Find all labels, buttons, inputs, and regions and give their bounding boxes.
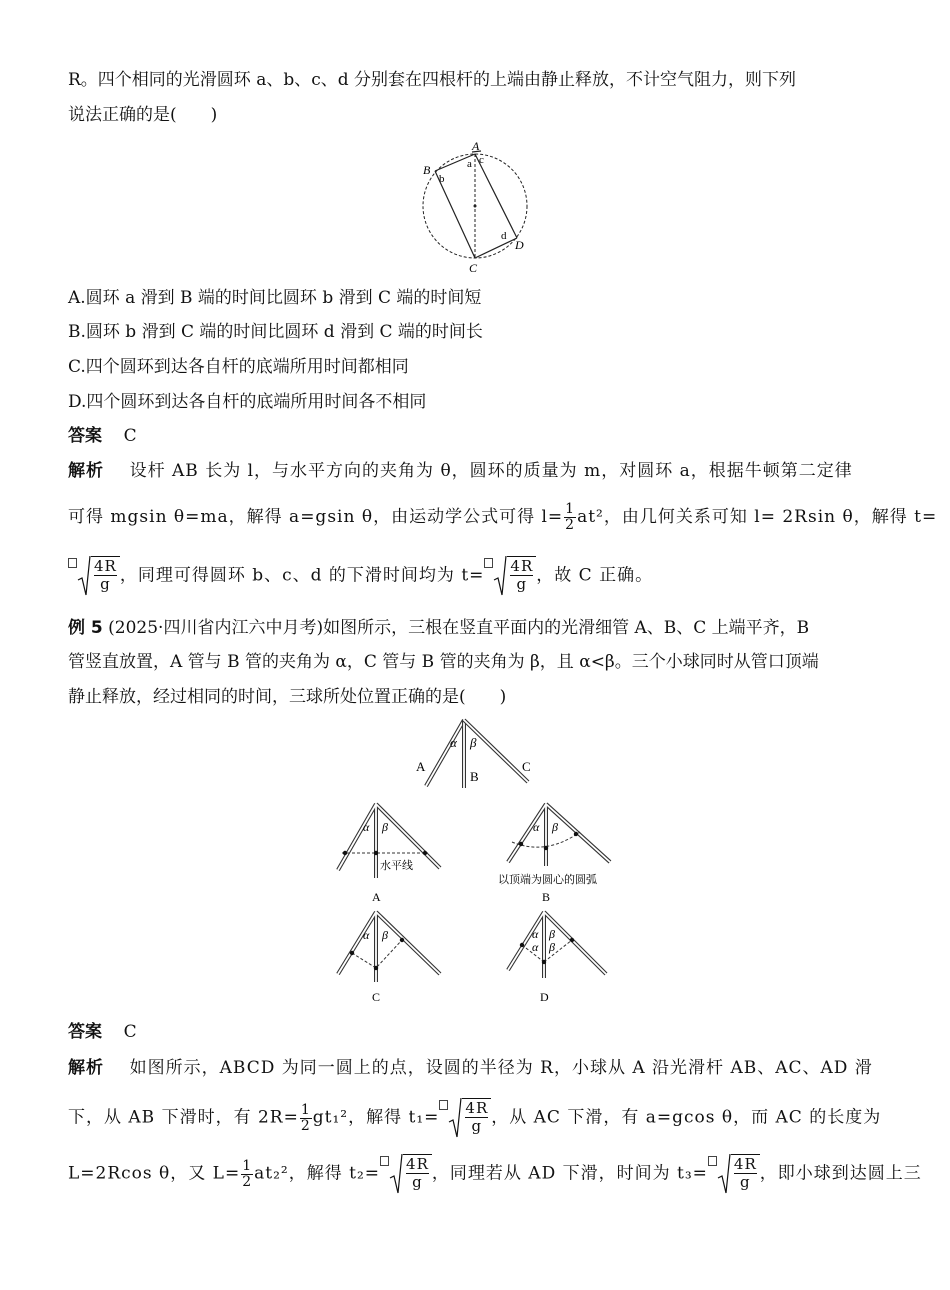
q4-option-D: D.四个圆环到达各自杆的底端所用时间各不相同 — [68, 392, 427, 412]
svg-text:α: α — [363, 928, 370, 942]
svg-text:α: α — [363, 820, 370, 834]
q4-analysis-text2a: 可得 mgsin θ=ma，解得 a=gsin θ，由运动学公式可得 l= — [68, 507, 564, 527]
q5-option-C-figure — [330, 908, 448, 1008]
svg-text:α: α — [533, 820, 540, 834]
q5-analysis-label: 解析 — [68, 1058, 104, 1078]
q4-label-B: B — [423, 163, 431, 177]
q4-analysis-line2 — [68, 502, 937, 533]
q5-analysis-line3: L=2Rcos θ，又 L= $\frac{1}{2}$ at₂²，解得 t₂= $\frac{4R}{g}$ ，同理若从 AD 下滑，时间为 t₃= $\frac{4R}{g}$ ，即小球到达圆上三 — [68, 1154, 922, 1194]
q4-label-c: c — [479, 154, 484, 166]
q4-rod-AD — [475, 154, 517, 238]
q4-sqrt-expr2: $\frac{4R}{g}$ — [493, 556, 536, 596]
q4-analysis-text1: 设杆 AB 长为 l，与水平方向的夹角为 θ，圆环的质量为 m，对圆环 a，根据牛顿第二定律 — [129, 461, 853, 481]
q4-label-A: A — [472, 139, 480, 153]
q4-option-C: C.四个圆环到达各自杆的底端所用时间都相同 — [68, 357, 409, 377]
svg-text:α: α — [532, 940, 539, 954]
q5-sqrt-t1: $\frac{4R}{g}$ — [448, 1098, 491, 1138]
q4-analysis-text3a: ，同理可得圆环 b、c、d 的下滑时间均为 t= — [119, 565, 485, 586]
q5-stem-line2: 管竖直放置，A 管与 B 管的夹角为 α，C 管与 B 管的夹角为 β，且 α<β。三个小球同时从管口顶端 — [68, 652, 819, 672]
q4-stem-line2: 说法正确的是( ) — [68, 105, 218, 125]
q4-label-b: b — [439, 173, 445, 185]
svg-text:α: α — [450, 735, 457, 750]
svg-text:A: A — [372, 890, 381, 904]
q4-circle-figure — [415, 138, 540, 275]
svg-text:α: α — [532, 927, 539, 941]
q4-analysis-line1 — [68, 459, 853, 483]
q4-answer — [68, 424, 137, 448]
q4-analysis-text3b: ，故 C 正确。 — [536, 565, 654, 586]
q5-analysis-line2: 下，从 AB 下滑时，有 2R= $\frac{1}{2}$ gt₁²，解得 t₁= $\frac{4R}{g}$ ，从 AC 下滑，有 a=gcos θ，而 AC 的长度为 — [68, 1098, 881, 1138]
q5-analysis-line1: 解析 如图所示，ABCD 为同一圆上的点，设圆的半径为 R，小球从 A 沿光滑杆 AB、AC、AD 滑 — [68, 1058, 873, 1078]
q5-option-A-caption: 水平线 — [380, 860, 413, 872]
q4-answer-label: 答案 — [68, 426, 102, 446]
q5-answer — [68, 1020, 137, 1044]
q4-analysis-label: 解析 — [68, 461, 104, 481]
q5-sqrt-t3: $\frac{4R}{g}$ — [717, 1154, 760, 1194]
svg-text:C: C — [522, 759, 531, 774]
q4-label-C: C — [469, 261, 478, 275]
svg-text:B: B — [542, 890, 551, 904]
q5-tubes-figure — [412, 716, 542, 792]
svg-text:A: A — [416, 759, 426, 774]
q4-analysis-text2b: at²，由几何关系可知 l= 2Rsin θ，解得 t= — [577, 507, 938, 527]
q4-analysis-line3 — [68, 556, 653, 596]
q5-stem-line1: 例 5 (2025·四川省内江六中月考)如图所示，三根在竖直平面内的光滑细管 A、B、C 上端平齐，B — [68, 618, 810, 638]
svg-text:D: D — [540, 990, 549, 1004]
svg-text:β: β — [382, 820, 388, 834]
q5-stem-line3: 静止释放，经过相同的时间，三球所处位置正确的是( ) — [68, 687, 507, 707]
q4-option-B: B.圆环 b 滑到 C 端的时间比圆环 d 滑到 C 端的时间长 — [68, 322, 483, 342]
svg-text:C: C — [372, 990, 381, 1004]
q5-option-D-figure — [500, 908, 618, 1008]
q5-option-A-figure — [330, 800, 448, 908]
q5-option-B-figure — [490, 800, 620, 908]
q5-option-B-caption: 以顶端为圆心的圆弧 — [498, 874, 597, 886]
q4-sqrt-expr1: $\frac{4R}{g}$ — [77, 556, 120, 596]
svg-text:β: β — [382, 928, 388, 942]
q4-stem-line1: R。四个相同的光滑圆环 a、b、c、d 分别套在四根杆的上端由静止释放，不计空气阻力，则下列 — [68, 70, 797, 90]
svg-text:β: β — [470, 735, 477, 750]
q5-answer-value: C — [123, 1022, 137, 1042]
svg-text:β: β — [552, 820, 558, 834]
svg-text:β: β — [549, 927, 555, 941]
svg-text:B: B — [470, 769, 479, 784]
q4-option-A: A.圆环 a 滑到 B 端的时间比圆环 b 滑到 C 端的时间短 — [68, 288, 482, 308]
q4-half-fraction: $\frac{1}{2}$ — [565, 501, 576, 533]
svg-text:β: β — [549, 940, 555, 954]
q5-sqrt-t2: $\frac{4R}{g}$ — [389, 1154, 432, 1194]
q4-label-d: d — [501, 230, 507, 242]
q4-label-a: a — [467, 158, 472, 170]
q4-answer-value: C — [123, 426, 137, 446]
q4-rod-DC — [475, 238, 517, 258]
q4-label-D: D — [515, 238, 524, 252]
q5-answer-label: 答案 — [68, 1022, 102, 1042]
